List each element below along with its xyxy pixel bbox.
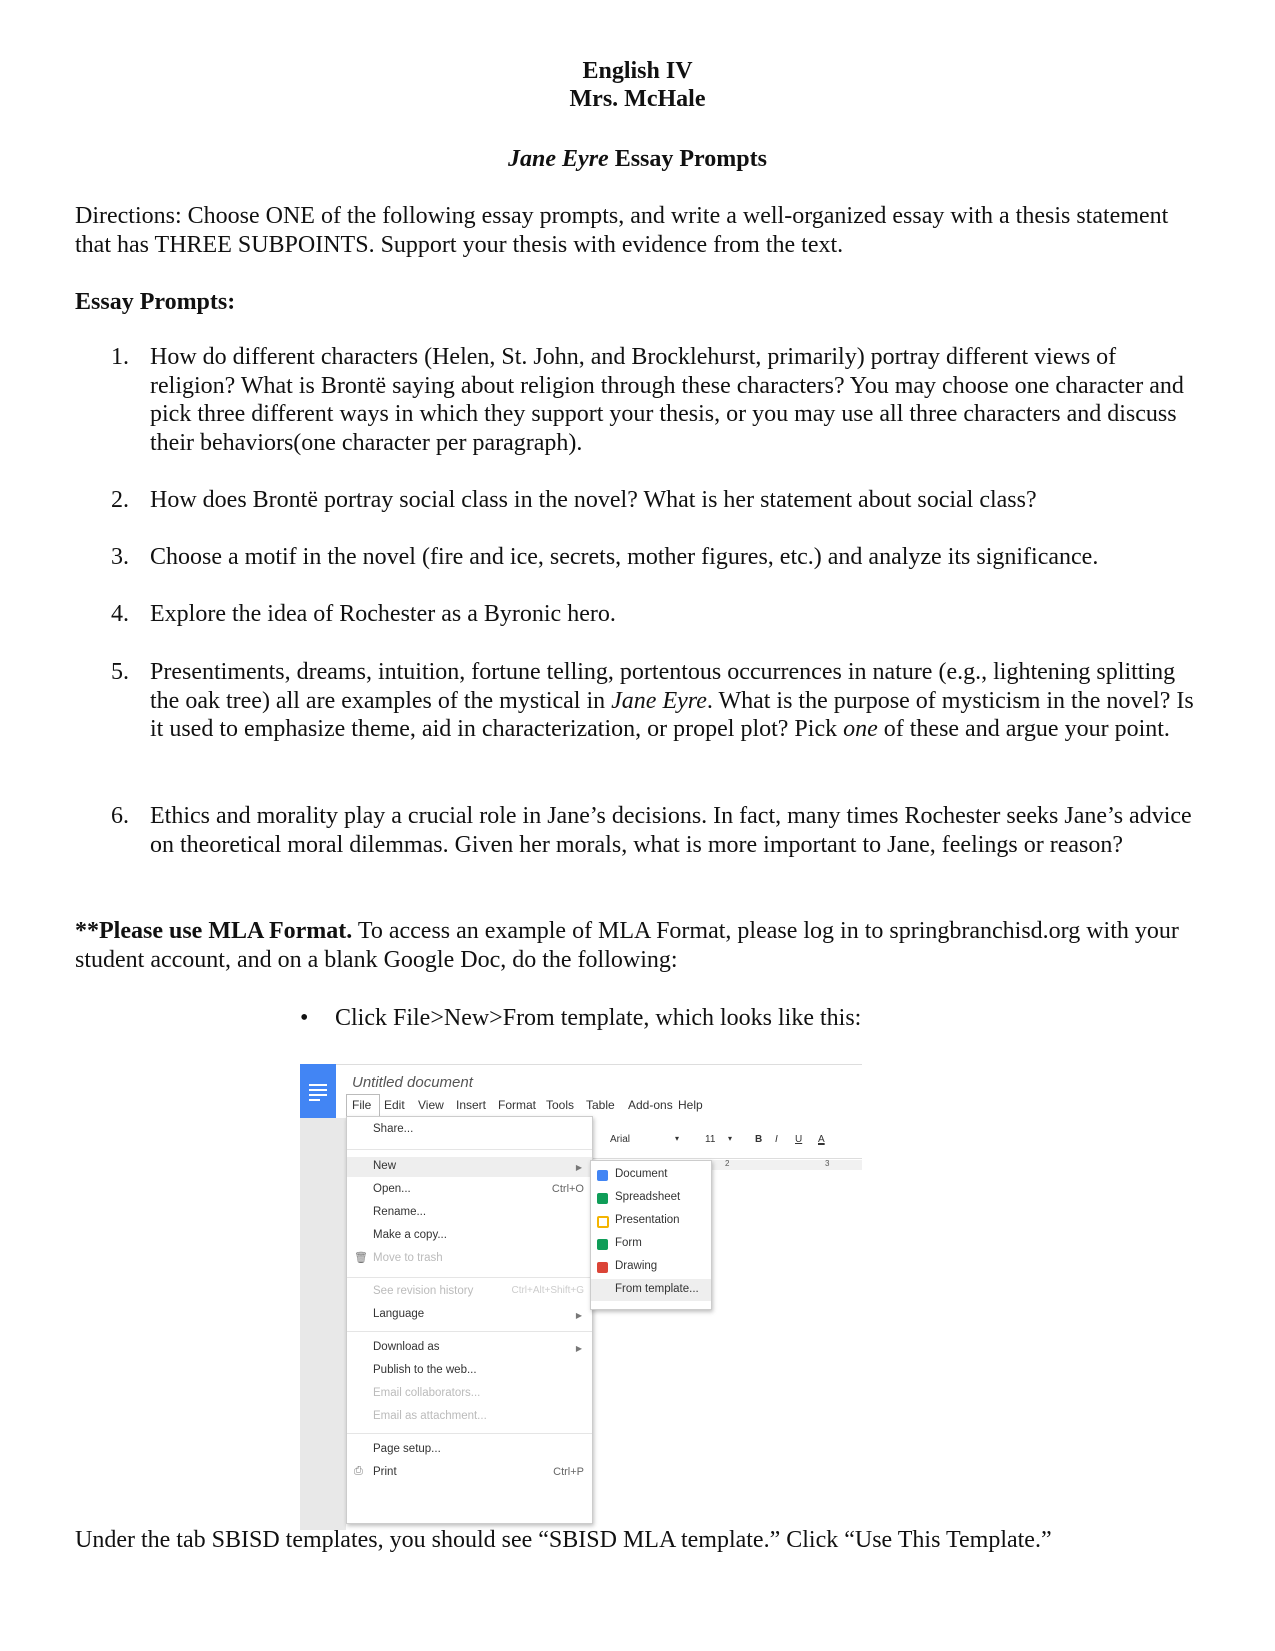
menu-format[interactable]: Format	[498, 1098, 537, 1112]
submenu-item-document[interactable]: Document	[615, 1168, 668, 1180]
prompt-text: Ethics and morality play a crucial role in Jane’s decisions. In fact, many times Rochester seeks Jane’s advice on theoretical moral dilemmas. Given her morals, what is more important to Jane, feelings or reason?	[150, 803, 1192, 858]
menu-item-publish[interactable]: Publish to the web...	[373, 1364, 477, 1376]
menu-separator	[347, 1433, 592, 1434]
footer-instruction: Under the tab SBISD templates, you should see “SBISD MLA template.” Click “Use This Template.”	[75, 1527, 1052, 1553]
prompt-number: 6.	[111, 803, 129, 829]
prompt-text: How do different characters (Helen, St. John, and Brocklehurst, primarily) portray different views of religion? What is Brontë saying about religion through these characters? You may choose one character and pick three different ways in which they support your thesis, or you may use all three characters and discuss their behaviors(one character per paragraph).	[150, 344, 1184, 456]
prompt-text: How does Brontë portray social class in the novel? What is her statement about social class?	[150, 487, 1037, 513]
prompt-text	[150, 658, 1200, 744]
submenu-arrow-icon: ▶	[575, 1163, 582, 1172]
text-color-button[interactable]: A	[818, 1134, 825, 1145]
course-title: English IV	[582, 58, 693, 84]
spreadsheet-icon	[597, 1193, 608, 1204]
menu-item-make-copy[interactable]: Make a copy...	[373, 1229, 447, 1241]
prompt-text-part: . What is the purpose of mysticism in the novel? Is it used to emphasize theme, aid in characterization, or propel plot? Pick	[150, 687, 1194, 743]
bullet-text: Click File>New>From template, which looks like this:	[335, 1005, 862, 1031]
menu-item-email-attachment[interactable]: Email as attachment...	[373, 1410, 487, 1422]
shortcut-revision: Ctrl+Alt+Shift+G	[511, 1285, 584, 1296]
menu-item-download[interactable]: Download as	[373, 1341, 440, 1353]
prompt-text: Explore the idea of Rochester as a Byronic hero.	[150, 601, 616, 627]
menu-addons[interactable]: Add-ons	[628, 1098, 673, 1112]
underline-button[interactable]: U	[795, 1134, 803, 1145]
submenu-arrow-icon: ▶	[575, 1311, 582, 1320]
menu-table[interactable]: Table	[586, 1098, 615, 1112]
prompt-number: 4.	[111, 601, 129, 627]
submenu-item-drawing[interactable]: Drawing	[615, 1260, 658, 1272]
menu-item-rename[interactable]: Rename...	[373, 1206, 427, 1218]
prompts-heading: Essay Prompts:	[75, 289, 236, 315]
prompt-item-1	[75, 343, 1200, 457]
prompt-item-6	[75, 802, 1200, 859]
file-menu-dropdown	[346, 1116, 593, 1524]
submenu-item-spreadsheet[interactable]: Spreadsheet	[615, 1191, 681, 1203]
prompt-item-2	[75, 486, 1200, 515]
prompt-item-4	[75, 600, 1200, 629]
menu-item-share[interactable]: Share...	[373, 1123, 414, 1135]
italic-button[interactable]: I	[775, 1134, 778, 1145]
font-size-select[interactable]: 11	[705, 1134, 716, 1145]
print-icon: ⎙	[354, 1465, 363, 1477]
bold-button[interactable]: B	[755, 1134, 763, 1145]
submenu-arrow-icon: ▶	[575, 1344, 582, 1353]
form-icon	[597, 1239, 608, 1250]
header-block	[0, 57, 1275, 113]
google-docs-screenshot	[300, 1064, 862, 1530]
menu-separator	[347, 1149, 592, 1150]
menu-separator	[347, 1331, 592, 1332]
prompt-number: 1.	[111, 344, 129, 370]
menu-item-print[interactable]: Print	[373, 1466, 397, 1478]
menu-item-move-to-trash[interactable]: Move to trash	[373, 1252, 443, 1264]
bullet-icon: •	[300, 1005, 309, 1031]
shortcut-print: Ctrl+P	[553, 1466, 584, 1478]
document-icon	[597, 1170, 608, 1181]
menu-file[interactable]: File	[352, 1098, 372, 1112]
ruler-mark: 3	[825, 1159, 830, 1168]
menu-item-new[interactable]: New	[373, 1160, 397, 1172]
document-title	[0, 145, 1275, 173]
doc-title[interactable]: Untitled document	[352, 1074, 473, 1091]
menu-item-language[interactable]: Language	[373, 1308, 425, 1320]
prompt-text-italic: Jane Eyre	[611, 687, 707, 714]
mla-bold: **Please use MLA Format.	[75, 918, 353, 944]
menu-edit[interactable]: Edit	[384, 1098, 405, 1112]
trash-icon: 🗑	[354, 1252, 368, 1264]
size-dropdown-icon[interactable]: ▾	[728, 1134, 733, 1143]
menu-item-open[interactable]: Open...	[373, 1183, 411, 1195]
top-border	[336, 1064, 862, 1065]
submenu-item-form[interactable]: Form	[615, 1237, 642, 1249]
menu-insert[interactable]: Insert	[456, 1098, 487, 1112]
new-submenu	[590, 1160, 712, 1310]
shortcut-open: Ctrl+O	[551, 1183, 584, 1195]
submenu-item-from-template[interactable]: From template...	[615, 1283, 699, 1295]
menu-item-revision-history[interactable]: See revision history	[373, 1285, 474, 1297]
font-select[interactable]: Arial	[610, 1134, 631, 1145]
mla-note	[75, 917, 1200, 974]
ruler-mark: 2	[725, 1159, 730, 1168]
submenu-item-presentation[interactable]: Presentation	[615, 1214, 680, 1226]
menu-view[interactable]: View	[418, 1098, 444, 1112]
formatting-toolbar	[590, 1124, 862, 1159]
prompt-item-5	[75, 658, 1200, 744]
menu-item-email-collaborators[interactable]: Email collaborators...	[373, 1387, 481, 1399]
menu-separator	[347, 1277, 592, 1278]
docs-logo-icon	[300, 1064, 336, 1118]
teacher-name: Mrs. McHale	[569, 86, 706, 112]
title-italic: Jane Eyre	[508, 146, 609, 172]
drawing-icon	[597, 1262, 608, 1273]
prompt-text-part: of these and argue your point.	[877, 716, 1170, 743]
prompt-item-3	[75, 543, 1200, 572]
prompt-text: Choose a motif in the novel (fire and ice, secrets, mother figures, etc.) and analyze its significance.	[150, 544, 1099, 570]
menu-tools[interactable]: Tools	[546, 1098, 575, 1112]
prompt-number: 3.	[111, 544, 129, 570]
prompt-number: 5.	[111, 659, 129, 685]
mla-rest: To access an example of MLA Format, please log in to springbranchisd.org with your student account, and on a blank Google Doc, do the following:	[75, 918, 1179, 973]
menu-item-page-setup[interactable]: Page setup...	[373, 1443, 441, 1455]
font-dropdown-icon[interactable]: ▾	[675, 1134, 680, 1143]
directions: Directions: Choose ONE of the following essay prompts, and write a well-organized essay with a thesis statement that has THREE SUBPOINTS. Support your thesis with evidence from the text.	[75, 203, 1169, 258]
prompt-number: 2.	[111, 487, 129, 513]
menu-help[interactable]: Help	[678, 1098, 703, 1112]
prompt-text-part: Presentiments, dreams, intuition, fortune telling, portentous occurrences in nature (e.g., lightening splitting the oak tree) all are examples of the mystical in	[150, 659, 1176, 714]
prompt-text-italic: one	[843, 716, 878, 743]
presentation-icon	[597, 1216, 609, 1228]
title-rest: Essay Prompts	[608, 146, 767, 172]
canvas-background	[300, 1118, 346, 1530]
